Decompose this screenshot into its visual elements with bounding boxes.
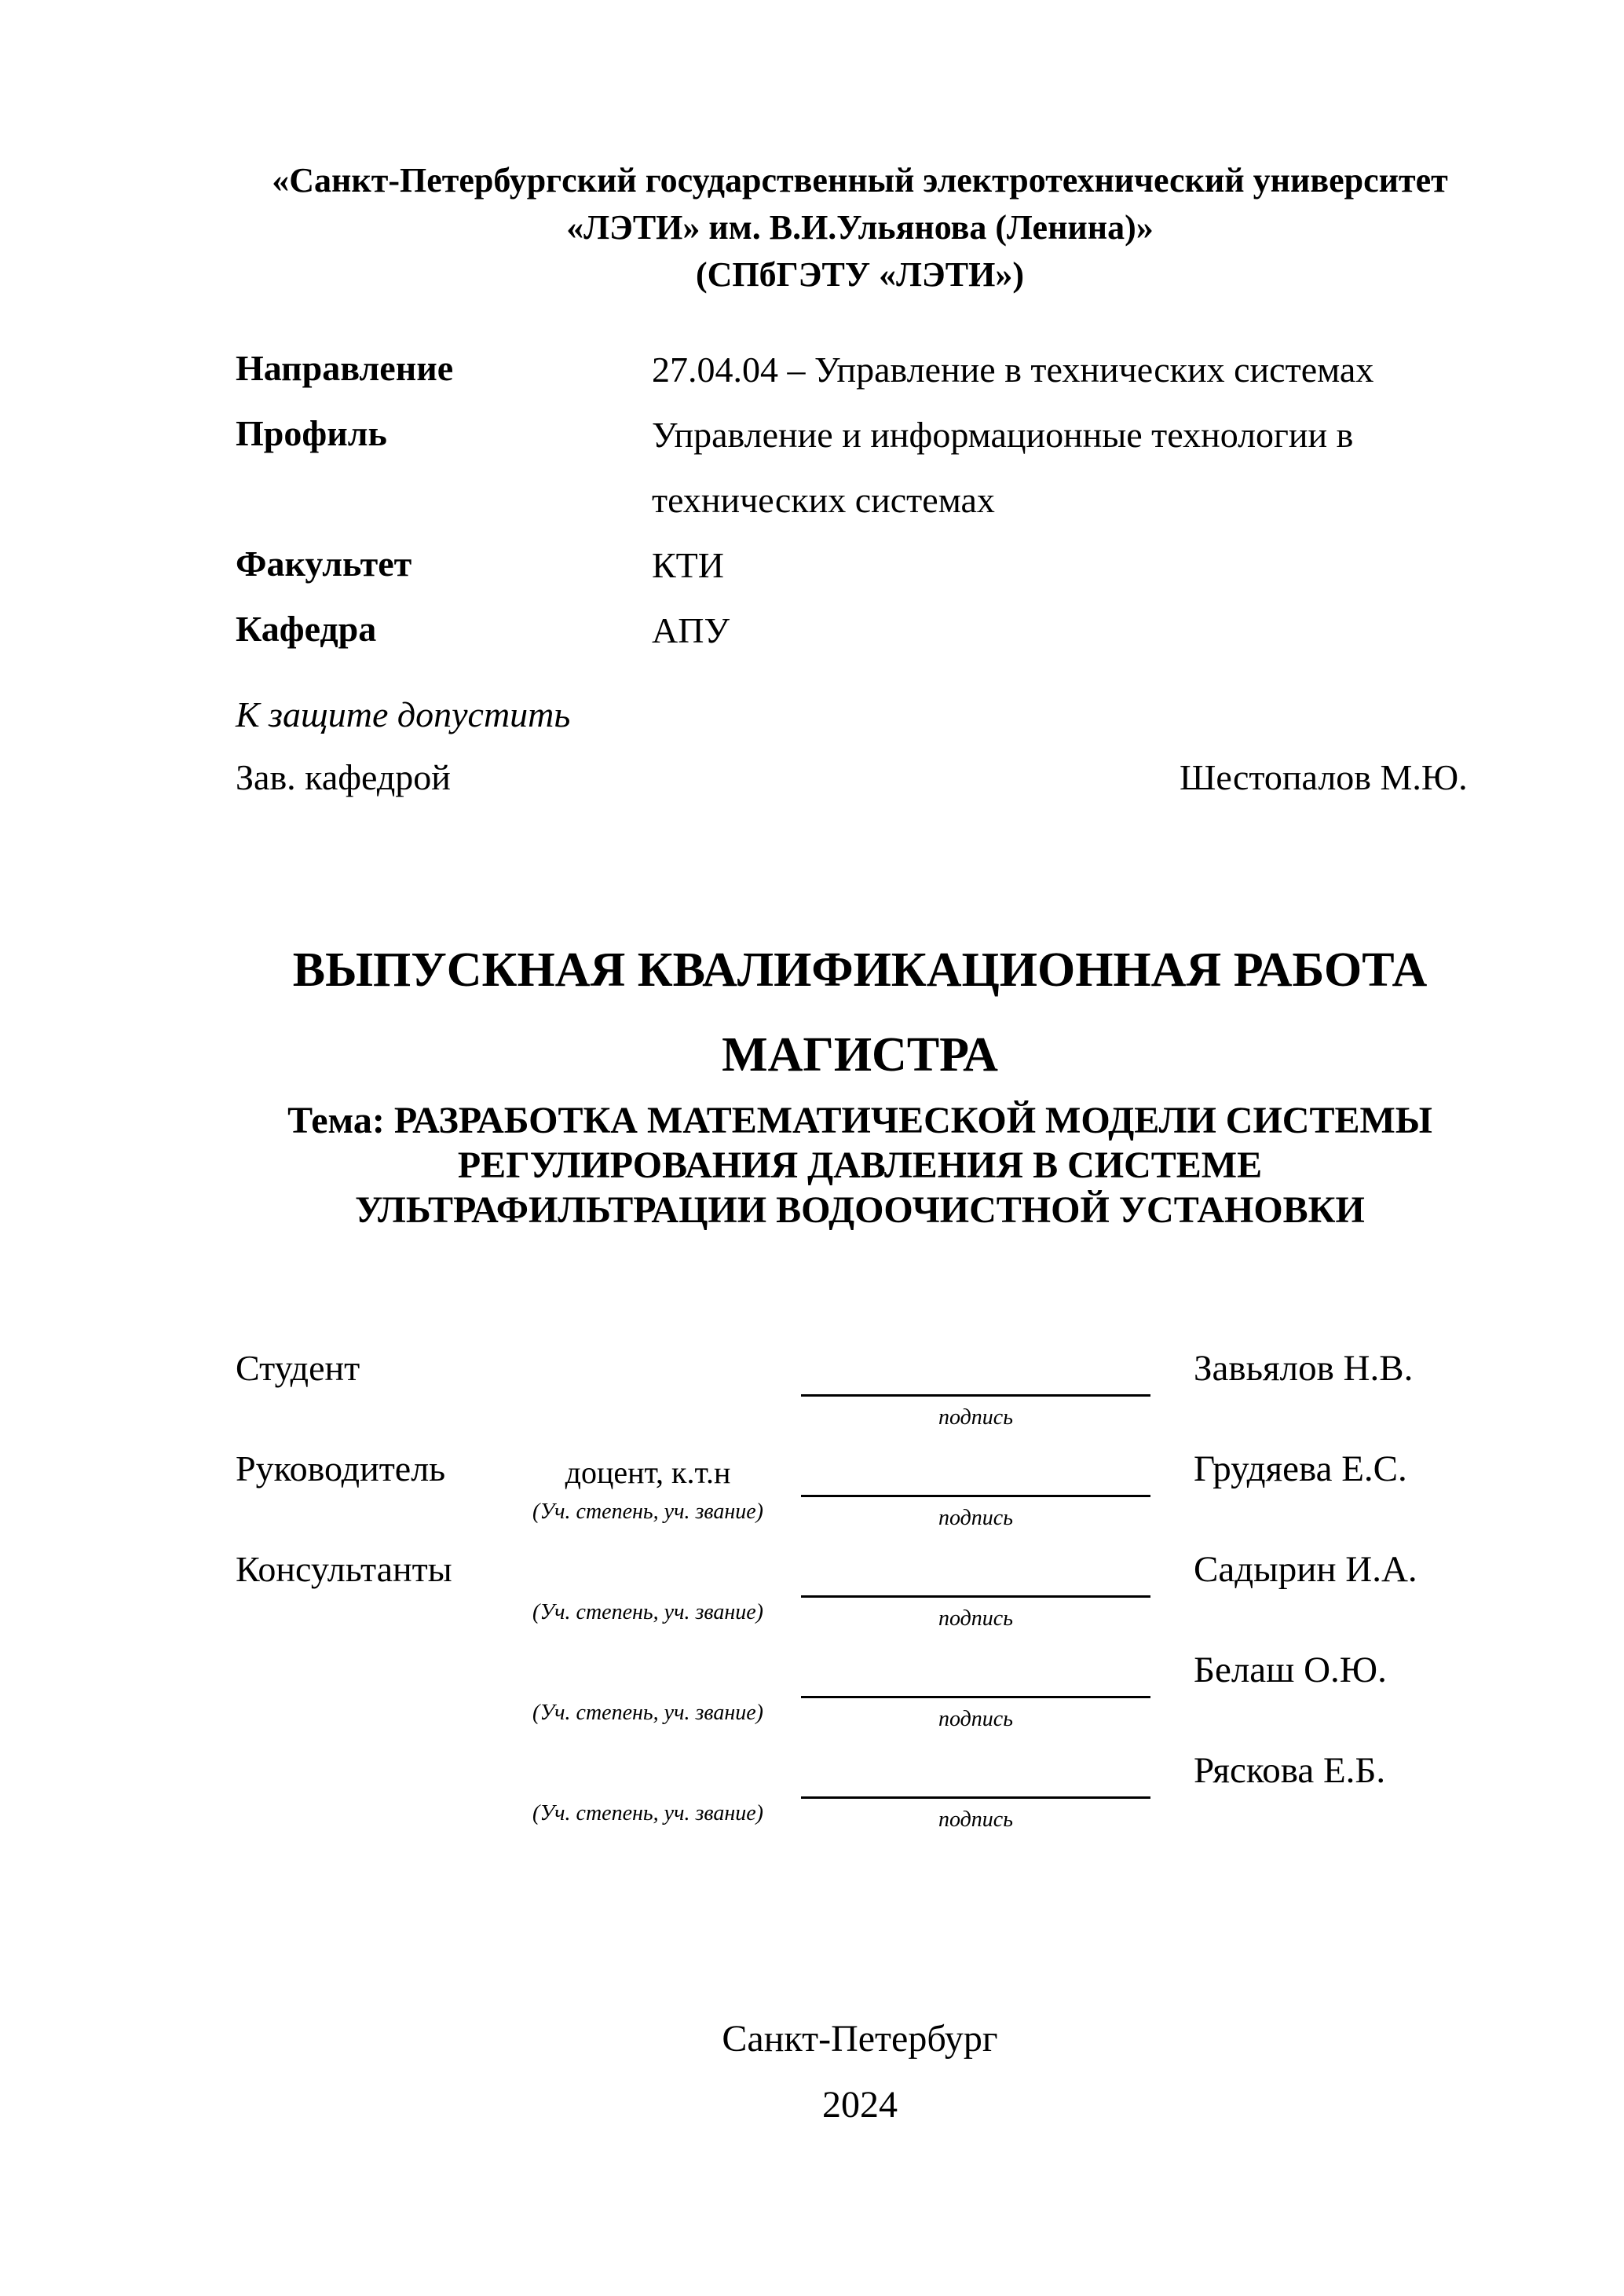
- signature-row-consultant-1: [0, 1548, 1624, 1650]
- topic-block: [236, 1098, 1484, 1232]
- signature-line: [801, 1796, 1150, 1799]
- direction-label: Направление: [236, 348, 454, 388]
- signature-row-consultant-2: [0, 1649, 1624, 1751]
- university-name-line2: «ЛЭТИ» им. В.И.Ульянова (Ленина)»: [566, 208, 1154, 247]
- faculty-value: КТИ: [652, 545, 724, 585]
- university-header: [236, 157, 1484, 298]
- signature-row-student: [0, 1347, 1624, 1449]
- signature-role-label: Консультанты: [236, 1549, 452, 1589]
- signature-caption: подпись: [938, 1606, 1013, 1631]
- signature-caption: подпись: [938, 1506, 1013, 1530]
- topic-line2: РЕГУЛИРОВАНИЯ ДАВЛЕНИЯ В СИСТЕМЕ: [457, 1144, 1263, 1186]
- signature-line: [801, 1595, 1150, 1598]
- signer-name: Садырин И.А.: [1194, 1549, 1417, 1590]
- signer-name: Завьялов Н.В.: [1194, 1348, 1414, 1389]
- signature-line: [801, 1495, 1150, 1497]
- work-title-line2: МАГИСТРА: [722, 1028, 998, 1082]
- work-title-line1: ВЫПУСКНАЯ КВАЛИФИКАЦИОННАЯ РАБОТА: [292, 943, 1428, 997]
- signer-degree: доцент, к.т.н: [565, 1455, 731, 1490]
- university-name-line3: (СПбГЭТУ «ЛЭТИ»): [696, 255, 1024, 294]
- university-name-line1: «Санкт-Петербургский государственный электротехнический университет: [272, 161, 1448, 200]
- signature-line: [801, 1696, 1150, 1698]
- faculty-label: Факультет: [236, 544, 412, 584]
- profile-label: Профиль: [236, 413, 387, 453]
- degree-caption: (Уч. степень, уч. звание): [532, 1801, 763, 1825]
- department-head-name: Шестопалов М.Ю.: [1180, 757, 1468, 797]
- footer-city: Санкт-Петербург: [722, 2018, 998, 2060]
- signature-line: [801, 1394, 1150, 1397]
- department-value: АПУ: [652, 610, 730, 650]
- signature-caption: подпись: [938, 1807, 1013, 1832]
- degree-caption: (Уч. степень, уч. звание): [532, 1500, 763, 1524]
- admission-permit-line: К защите допустить: [236, 694, 571, 734]
- signature-role-label: Студент: [236, 1348, 360, 1388]
- degree-caption: (Уч. степень, уч. звание): [532, 1600, 763, 1624]
- topic-line1: Тема: РАЗРАБОТКА МАТЕМАТИЧЕСКОЙ МОДЕЛИ СИСТЕМЫ: [287, 1100, 1432, 1141]
- signature-row-consultant-3: [0, 1749, 1624, 1851]
- profile-value-line1: Управление и информационные технологии в: [652, 415, 1354, 455]
- signature-caption: подпись: [938, 1707, 1013, 1731]
- signer-name: Белаш О.Ю.: [1194, 1650, 1387, 1690]
- signature-caption: подпись: [938, 1405, 1013, 1430]
- signer-name: Ряскова Е.Б.: [1194, 1750, 1386, 1791]
- profile-value-line2: технических системах: [652, 480, 995, 520]
- direction-value: 27.04.04 – Управление в технических системах: [652, 350, 1374, 390]
- signer-name: Грудяева Е.С.: [1194, 1448, 1407, 1489]
- topic-line3: УЛЬТРАФИЛЬТРАЦИИ ВОДООЧИСТНОЙ УСТАНОВКИ: [355, 1189, 1365, 1231]
- degree-caption: (Уч. степень, уч. звание): [532, 1701, 763, 1725]
- footer-year: 2024: [822, 2084, 898, 2126]
- signature-row-supervisor: [0, 1448, 1624, 1550]
- department-head-label: Зав. кафедрой: [236, 757, 451, 797]
- signature-role-label: Руководитель: [236, 1448, 446, 1489]
- department-label: Кафедра: [236, 609, 377, 649]
